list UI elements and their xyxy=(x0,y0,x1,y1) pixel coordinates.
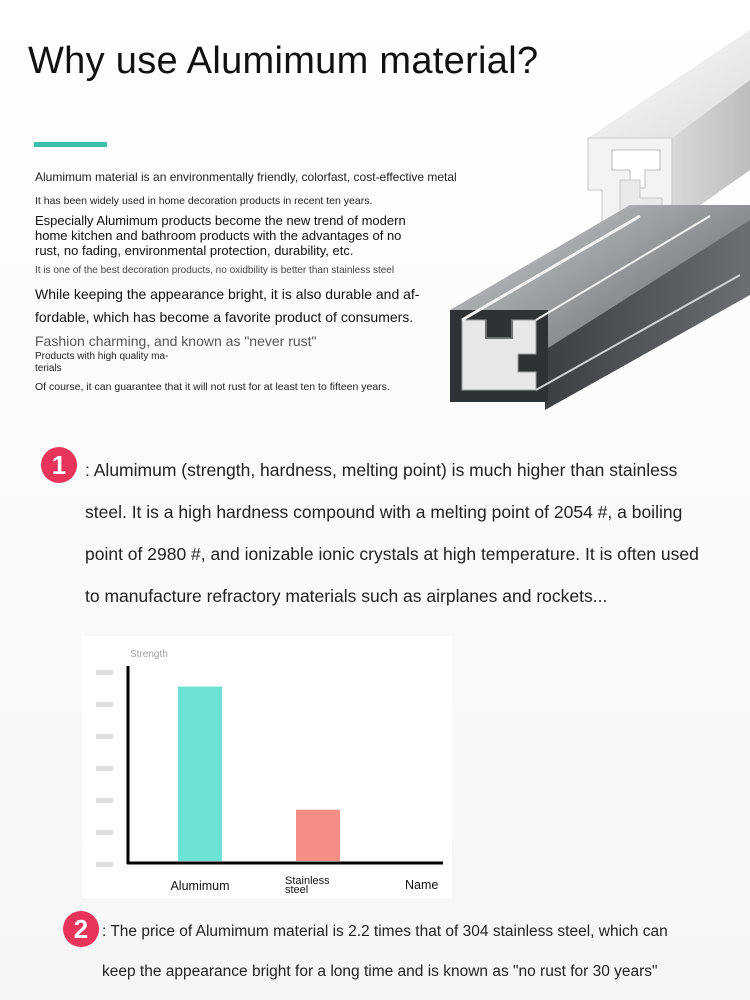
intro-line-3b: home kitchen and bathroom products with the advantages of no xyxy=(35,228,402,243)
title-accent-bar xyxy=(34,142,107,147)
intro-line-7a: Products with high quality ma- xyxy=(35,351,169,362)
intro-line-4: It is one of the best decoration products, no oxidbility is better than stainless steel xyxy=(35,265,395,276)
bar-alumimum xyxy=(178,687,222,861)
point-2-badge: 2 xyxy=(63,911,99,947)
y-tick-mark xyxy=(96,862,113,867)
intro-line-5a: While keeping the appearance bright, it is also durable and af- xyxy=(35,286,420,302)
point-1-badge: 1 xyxy=(41,447,77,483)
strength-bar-chart xyxy=(82,636,452,898)
strength-chart-card xyxy=(82,636,452,898)
y-tick-mark xyxy=(96,766,113,771)
point-2-line-1: : The price of Alumimum material is 2.2 times that of 304 stainless steel, which can xyxy=(102,923,668,940)
y-tick-mark xyxy=(96,734,113,739)
intro-line-3c: rust, no fading, environmental protection, durability, etc. xyxy=(35,243,354,258)
point-1-line-3: point of 2980 #, and ionizable ionic crystals at high temperature. It is often used xyxy=(85,544,699,564)
aluminum-profile-icon xyxy=(440,20,750,415)
point-2-line-2: keep the appearance bright for a long time and is known as "no rust for 30 years" xyxy=(102,963,658,980)
y-tick-mark xyxy=(96,702,113,707)
intro-line-2: It has been widely used in home decoration products in recent ten years. xyxy=(35,195,373,207)
x-tick-label: steel xyxy=(285,884,309,896)
y-tick-mark xyxy=(96,830,113,835)
x-tick-label: Alumimum xyxy=(170,879,230,893)
intro-line-7b: terials xyxy=(35,363,62,374)
y-tick-mark xyxy=(96,670,113,675)
x-tick-label: Stainless xyxy=(285,875,330,887)
point-1-line-4: to manufacture refractory materials such as airplanes and rockets... xyxy=(85,586,608,606)
page-title: Why use Alumimum material? xyxy=(28,40,539,82)
point-1-line-2: steel. It is a high hardness compound with a melting point of 2054 #, a boiling xyxy=(85,502,683,522)
x-axis-label: Name xyxy=(405,878,439,892)
y-tick-mark xyxy=(96,798,113,803)
y-axis-label: Strength xyxy=(130,649,168,660)
intro-line-8: Of course, it can guarantee that it will not rust for at least ten to fifteen years. xyxy=(35,381,390,393)
intro-line-6: Fashion charming, and known as "never rust" xyxy=(35,333,317,349)
intro-line-1: Alumimum material is an environmentally friendly, colorfast, cost-effective metal xyxy=(35,170,457,184)
point-1-line-1: : Alumimum (strength, hardness, melting point) is much higher than stainless xyxy=(85,460,678,480)
y-tick-marks xyxy=(96,670,113,867)
bar-stainless-steel xyxy=(296,810,340,861)
intro-line-5b: fordable, which has become a favorite product of consumers. xyxy=(35,309,414,325)
intro-line-3a: Especially Alumimum products become the new trend of modern xyxy=(35,213,406,228)
